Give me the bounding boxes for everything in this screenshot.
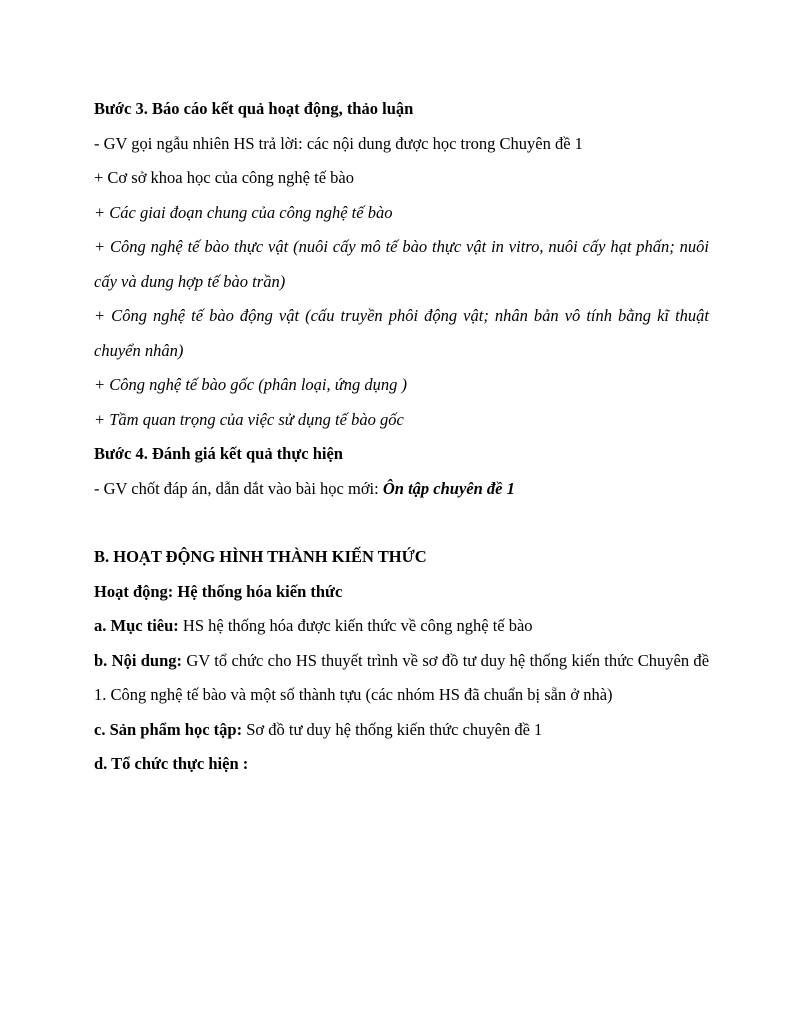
section-spacer (94, 506, 709, 540)
step3-line-7: + Tầm quan trọng của việc sử dụng tế bào gốc (94, 409, 404, 429)
step3-line-4: + Công nghệ tế bào thực vật (nuôi cấy mô tế bào thực vật in vitro, nuôi cấy hạt phấn; nuôi cấy và dung hợp tế bào trần) (94, 237, 709, 291)
product-line (94, 713, 709, 748)
content-label: b. Nội dung: (94, 650, 183, 670)
step3-line-5: + Công nghệ tế bào động vật (cấu truyền phôi động vật; nhân bản vô tính bằng kĩ thuật chuyển nhân) (94, 306, 709, 360)
product-label: c. Sản phẩm học tập: (94, 719, 243, 739)
step4-text: - GV chốt đáp án, dẫn dắt vào bài học mới: (94, 478, 383, 498)
section-b-title: B. HOẠT ĐỘNG HÌNH THÀNH KIẾN THỨC (94, 547, 427, 566)
step4-line (94, 472, 709, 507)
step3-line-3: + Các giai đoạn chung của công nghệ tế bào (94, 202, 393, 222)
objective-line (94, 609, 709, 644)
step3-line-6: + Công nghệ tế bào gốc (phân loại, ứng dụng ) (94, 375, 407, 394)
step3-line-1: - GV gọi ngẫu nhiên HS trả lời: các nội dung được học trong Chuyên đề 1 (94, 133, 583, 153)
product-text: Sơ đồ tư duy hệ thống kiến thức chuyên đề 1 (242, 719, 543, 739)
objective-text: HS hệ thống hóa được kiến thức về công nghệ tế bào (178, 616, 533, 635)
step4-heading: Bước 4. Đánh giá kết quả thực hiện (94, 444, 343, 463)
step4-emphasis: Ôn tập chuyên đề 1 (382, 478, 515, 498)
step3-heading: Bước 3. Báo cáo kết quả hoạt động, thảo luận (94, 99, 414, 118)
activity-title: Hoạt động: Hệ thống hóa kiến thức (94, 581, 343, 601)
objective-label: a. Mục tiêu: (94, 616, 179, 635)
content-paragraph (94, 644, 709, 713)
document-page (94, 92, 709, 782)
step3-line-2: + Cơ sở khoa học của công nghệ tế bào (94, 168, 354, 187)
content-text: GV tổ chức cho HS thuyết trình về sơ đồ tư duy hệ thống kiến thức Chuyên đề 1. Công nghệ tế bào và một số thành tựu (các nhóm HS đã chuẩn bị sẵn ở nhà) (94, 650, 710, 704)
organization-heading: d. Tổ chức thực hiện : (94, 754, 249, 773)
